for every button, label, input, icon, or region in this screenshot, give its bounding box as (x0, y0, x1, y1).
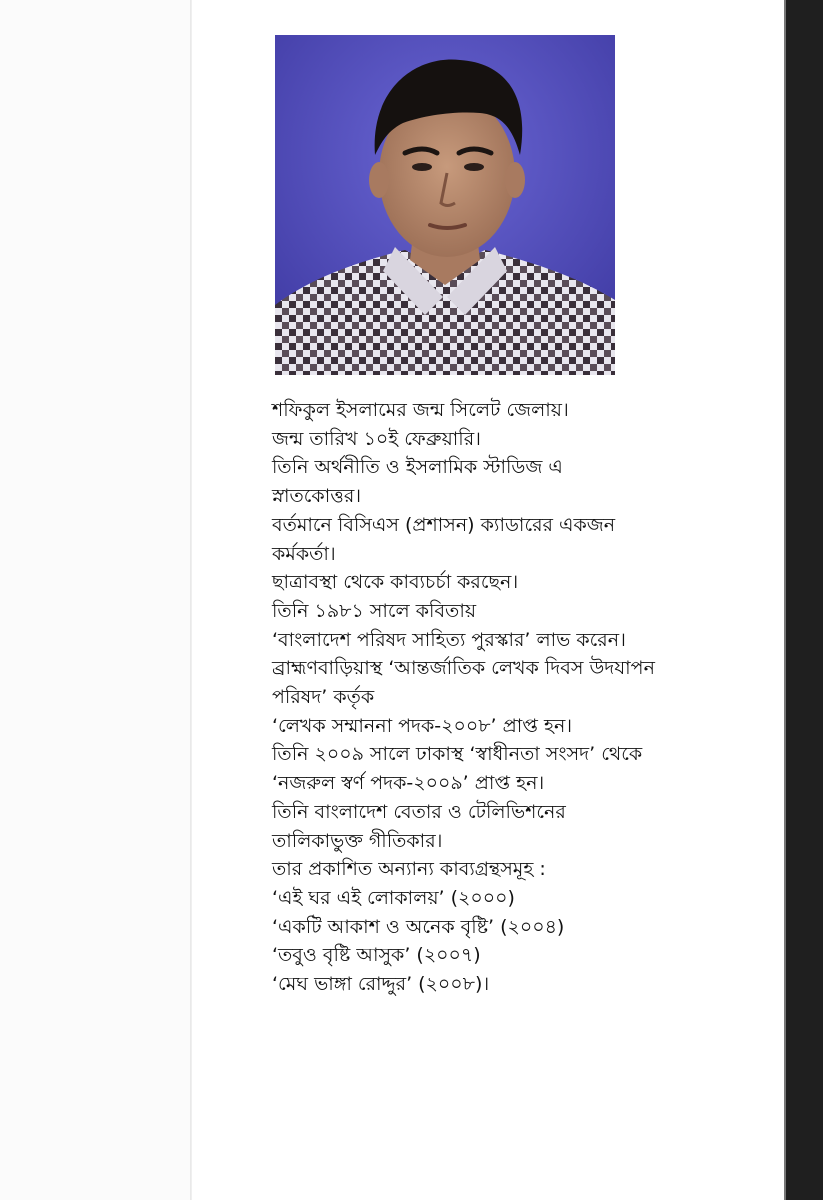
bio-line: বর্তমানে বিসিএস (প্রশাসন) ক্যাডারের একজন (272, 513, 616, 536)
author-biography (272, 396, 772, 999)
bio-line: ‘লেখক সম্মাননা পদক-২০০৮’ প্রাপ্ত হন। (272, 714, 573, 737)
left-flap (0, 0, 190, 1200)
bio-line: ছাত্রাবস্থা থেকে কাব্যচর্চা করছেন। (272, 571, 519, 594)
bio-line: ‘মেঘ ভাঙ্গা রোদ্দুর’ (২০০৮)। (272, 973, 490, 996)
author-portrait-illustration (275, 35, 615, 375)
bio-line: ‘তবুও বৃষ্টি আসুক’ (২০০৭) (272, 944, 481, 967)
bio-line: তিনি ১৯৮১ সালে কবিতায় (272, 599, 477, 622)
bio-line: তিনি ২০০৯ সালে ঢাকাস্থ ‘স্বাধীনতা সংসদ’ থেকে (272, 743, 643, 766)
book-spine (786, 0, 823, 1200)
bio-line: ‘নজরুল স্বর্ণ পদক-২০০৯’ প্রাপ্ত হন। (272, 772, 545, 795)
bio-line: ‘একটি আকাশ ও অনেক বৃষ্টি’ (২০০৪) (272, 915, 565, 938)
bio-line: ‘এই ঘর এই লোকালয়’ (২০০০) (272, 886, 515, 909)
bio-line: পরিষদ’ কর্তৃক (272, 686, 375, 709)
bio-line: স্নাতকোত্তর। (272, 485, 362, 508)
author-photo (275, 35, 615, 375)
bio-line: ‘বাংলাদেশ পরিষদ সাহিত্য পুরস্কার’ লাভ করেন। (272, 628, 626, 651)
bio-line: ব্রাহ্মণবাড়িয়াস্থ ‘আন্তর্জাতিক লেখক দিবস উদযাপন (272, 657, 655, 680)
bio-line: তার প্রকাশিত অন্যান্য কাব্যগ্রন্থসমূহ : (272, 858, 546, 881)
bio-line: তিনি অর্থনীতি ও ইসলামিক স্টাডিজ এ (272, 456, 563, 479)
bio-line: তালিকাভুক্ত গীতিকার। (272, 829, 443, 852)
bio-line: শফিকুল ইসলামের জন্ম সিলেট জেলায়। (272, 399, 569, 421)
bio-line: তিনি বাংলাদেশ বেতার ও টেলিভিশনের (272, 800, 566, 823)
bio-line: কর্মকর্তা। (272, 542, 336, 565)
bio-line: জন্ম তারিখ ১০ই ফেব্রুয়ারি। (272, 427, 481, 450)
